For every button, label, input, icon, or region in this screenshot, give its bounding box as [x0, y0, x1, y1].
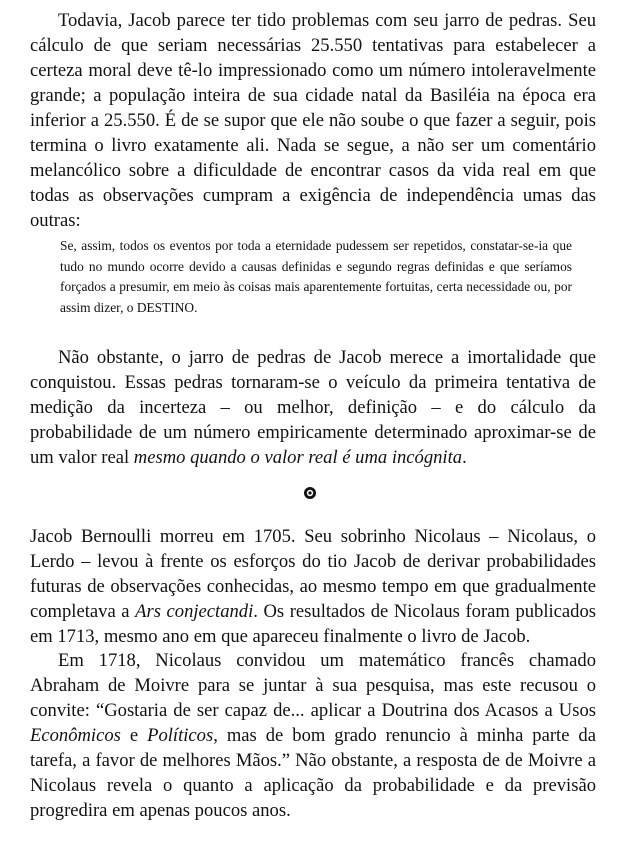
paragraph-jar-of-stones: Todavia, Jacob parece ter tido problemas com seu jarro de pedras. Seu cálculo de que seriam necessárias 25.550 tentativas para estabelecer a certeza moral deve tê-lo impressionado como um número intoleravelmente grande; a população inteira de sua cidade natal da Basiléia na época era inferior a 25.550. É de se supor que ele não soube o que fazer a seguir, pois termina o livro exatamente ali. Nada se segue, a não ser um comentário melancólico sobre a dificuldade de encontrar casos da vida real em que todas as observações cumpram a exigência de independência umas das outras: [30, 10, 596, 231]
paragraph-text: . Os resultados de Nicolaus foram publicados em 1713, mesmo ano em que apareceu finalmente o livro de Jacob. [30, 601, 597, 647]
paragraph-text: . [462, 447, 467, 468]
emphasis-text: Econômicos [30, 725, 121, 746]
paragraph-text: e [120, 725, 148, 746]
paragraph-text: Em 1718, Nicolaus convidou um matemático francês chamado Abraham de Moivre para se juntar à sua pesquisa, mas este recusou o convite: “Gostaria de ser capaz de... aplicar a Doutrina dos Acasos a Usos [30, 650, 596, 721]
block-quote-destiny: Se, assim, todos os eventos por toda a eternidade pudessem ser repetidos, constatar-se-ia que tudo no mundo ocorre devido a causas definidas e segundo regras definidas e que seríamos forçados a presumir, em meio às coisas mais aparentemente fortuitas, certa necessidade ou, por assim dizer, o DESTINO. [60, 238, 572, 315]
circle-ornament-icon [303, 486, 317, 500]
paragraph-text: , mas de bom grado renuncio à minha parte da tarefa, a favor de melhores Mãos.” Não obstante, a resposta de de Moivre a Nicolaus revela o quanto a aplicação da probabilidade e da previsão progredira em apenas poucos anos. [30, 725, 596, 821]
paragraph-nicolaus [30, 524, 596, 649]
emphasis-text: Políticos [147, 725, 214, 746]
paragraph-immortality [30, 345, 596, 470]
paragraph-text: Não obstante, o jarro de pedras de Jacob merece a imortalidade que conquistou. Essas pedras tornaram-se o veículo da primeira tentativa de medição da incerteza – ou melhor, definição – e do cálculo da probabilidade de um número empiricamente determinado aproximar-se de um valor real [30, 347, 596, 468]
paragraph-text: Jacob Bernoulli morreu em 1705. Seu sobrinho Nicolaus – Nicolaus, o Lerdo – levou à frente os esforços do tio Jacob de derivar probabilidades futuras de observações conhecidas, ao mesmo tempo em que gradualmente completava a [30, 526, 596, 622]
emphasis-text: Ars conjectandi [135, 601, 254, 622]
paragraph-de-moivre [30, 648, 596, 823]
emphasis-text: mesmo quando o valor real é uma incógnita [133, 447, 463, 468]
